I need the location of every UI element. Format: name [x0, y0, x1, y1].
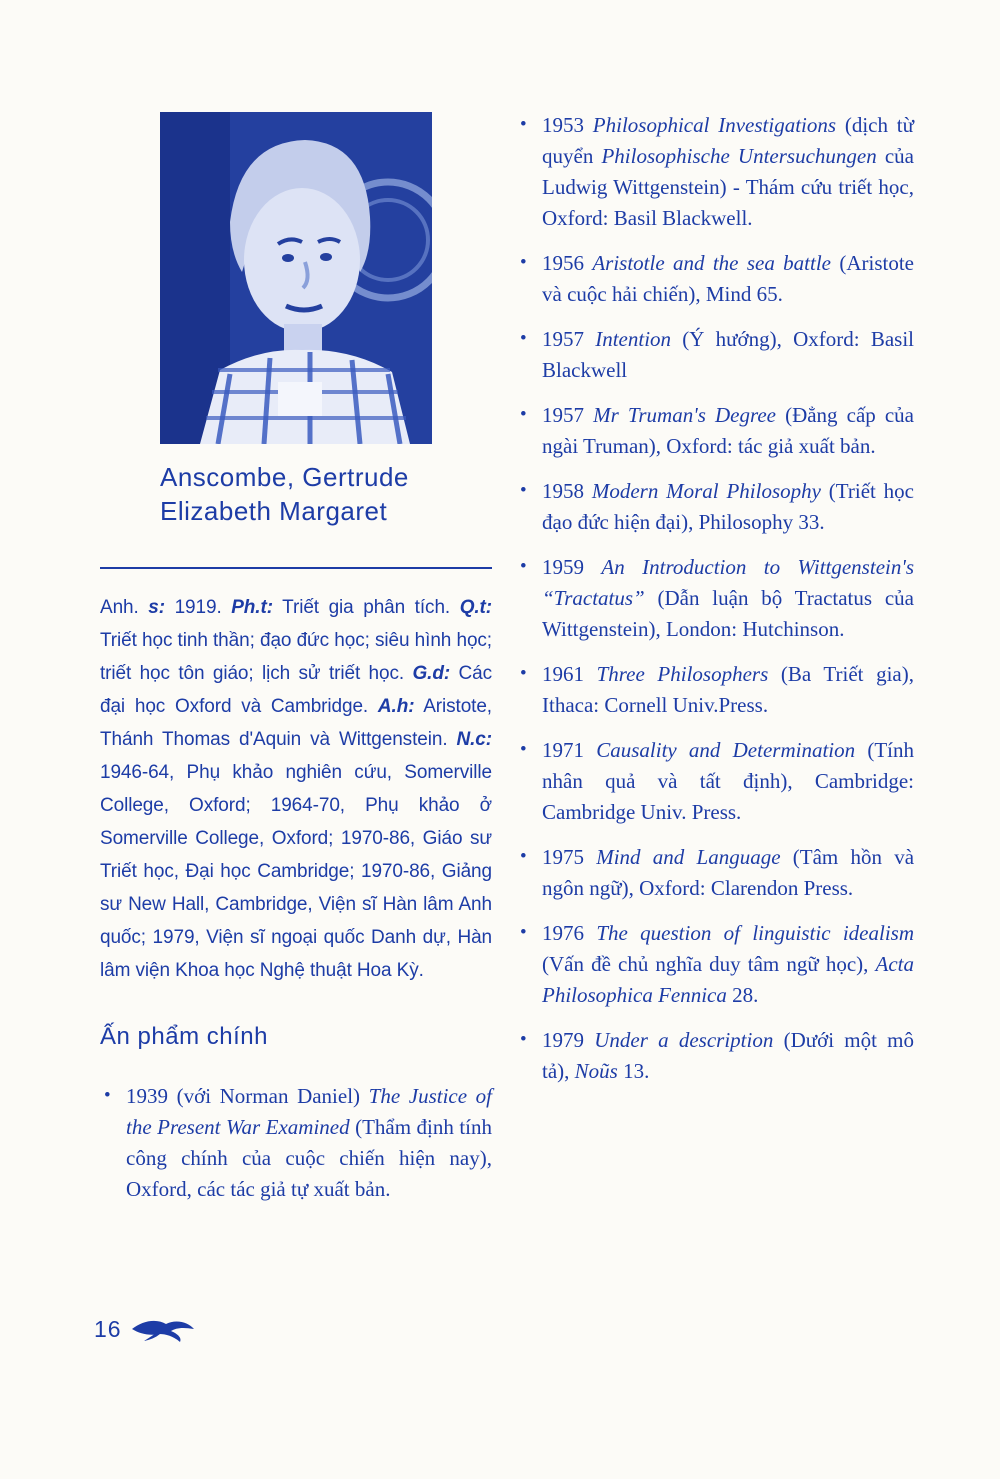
- text-segment: 1961: [542, 662, 597, 686]
- publication-item: [516, 1025, 914, 1087]
- text-segment: Three Philosophers: [596, 662, 769, 686]
- text-segment: Intention: [595, 327, 672, 351]
- text-segment: (Đẳng cấp của ngài Truman), Oxford: tác giả xuất bản.: [542, 403, 915, 458]
- text-segment: (Triết học đạo đức hiện đại), Philosophy 33.: [542, 479, 915, 534]
- portrait-photo-image: [160, 112, 432, 444]
- text-segment: 1956: [542, 251, 593, 275]
- text-segment: 1958: [542, 479, 592, 503]
- text-segment: A.h:: [377, 695, 415, 717]
- publication-item: [516, 248, 914, 310]
- text-segment: (Tâm hồn và ngôn ngữ), Oxford: Clarendon Press.: [542, 845, 915, 900]
- text-segment: 13.: [617, 1059, 650, 1083]
- swallow-icon: [130, 1317, 196, 1343]
- text-segment: The Justice of the Present War Examined: [126, 1083, 493, 1139]
- text-segment: (Aristote và cuộc hải chiến), Mind 65.: [542, 251, 915, 306]
- publication-item: [516, 842, 914, 904]
- publications-list-left: [100, 1081, 492, 1205]
- text-segment: Modern Moral Philosophy: [591, 479, 821, 503]
- text-segment: Under a description: [594, 1028, 774, 1052]
- text-segment: Aristotle and the sea battle: [592, 251, 832, 275]
- publication-item: [516, 476, 914, 538]
- text-segment: (Dưới một mô tả),: [542, 1028, 915, 1083]
- text-segment: 1975: [542, 845, 597, 869]
- text-segment: 1919.: [164, 596, 232, 618]
- publication-item: [516, 552, 914, 645]
- text-segment: The question of linguistic idealism: [596, 921, 915, 945]
- text-segment: Triết học tinh thần; đạo đức học; siêu hình học; triết học tôn giáo; lịch sử triết học.: [100, 629, 492, 684]
- text-segment: 1953: [542, 113, 593, 137]
- text-segment: (Dẫn luận bộ Tractatus của Wittgenstein), London: Hutchinson.: [542, 586, 914, 641]
- text-segment: 1971: [542, 738, 597, 762]
- right-column: [516, 110, 914, 1101]
- publication-item: [516, 110, 914, 234]
- bullet-icon: •: [520, 480, 527, 501]
- page-number: 16: [94, 1316, 122, 1342]
- text-segment: 1976: [542, 921, 597, 945]
- text-segment: Acta Philosophica Fennica: [542, 952, 914, 1007]
- text-segment: Mind and Language: [596, 845, 781, 869]
- portrait-photo: [160, 112, 432, 444]
- publication-item: [516, 324, 914, 386]
- text-segment: Philosophische Untersuchungen: [601, 144, 877, 168]
- divider-rule: [100, 567, 492, 569]
- bullet-icon: •: [520, 328, 527, 349]
- publication-item: [516, 659, 914, 721]
- text-segment: Philosophical Investigations: [592, 113, 837, 137]
- text-segment: (Ba Triết gia), Ithaca: Cornell Univ.Press.: [542, 662, 914, 717]
- text-segment: (Vấn đề chủ nghĩa duy tâm ngữ học),: [542, 952, 876, 976]
- text-segment: Noũs: [574, 1059, 618, 1083]
- bullet-icon: •: [520, 404, 527, 425]
- bullet-icon: •: [520, 1029, 527, 1050]
- text-segment: (Ý hướng), Oxford: Basil Blackwell: [542, 327, 915, 382]
- publication-item: [516, 735, 914, 828]
- text-segment: 1957: [542, 327, 596, 351]
- left-column: [100, 112, 492, 1219]
- text-segment: 28.: [726, 983, 759, 1007]
- text-segment: (dịch từ quyển: [542, 113, 914, 168]
- publication-item: [100, 1081, 492, 1205]
- publications-list-right: [516, 110, 914, 1087]
- text-segment: G.d:: [412, 662, 451, 684]
- bullet-icon: •: [520, 252, 527, 273]
- publications-heading: Ấn phẩm chính: [100, 1022, 268, 1050]
- text-segment: Causality and Determination: [596, 738, 856, 762]
- text-segment: Ph.t:: [231, 596, 273, 618]
- text-segment: Anh.: [100, 596, 149, 618]
- text-segment: An Introduction to Wittgenstein's “Tractatus”: [542, 555, 915, 610]
- text-segment: Mr Truman's Degree: [593, 403, 776, 427]
- publication-item: [516, 918, 914, 1011]
- bullet-icon: •: [520, 663, 527, 684]
- text-segment: 1946-64, Phụ khảo nghiên cứu, Somerville College, Oxford; 1964-70, Phụ khảo ở Somerville College, Oxford; 1970-86, Giáo sư Triết học, Đại học Cambridge; 1970-86, Giảng sư New Hall, Cambridge, Viện sĩ Hàn lâm Anh quốc; 1979, Viện sĩ ngoại quốc Danh dự, Hàn lâm viện Khoa học Nghệ thuật Hoa Kỳ.: [100, 761, 492, 981]
- text-segment: Q.t:: [459, 596, 492, 618]
- bullet-icon: •: [520, 922, 527, 943]
- bio-paragraph: [100, 591, 492, 987]
- text-segment: (Tính nhân quả và tất định), Cambridge: Cambridge Univ. Press.: [542, 738, 915, 824]
- text-segment: (Thẩm định tính công chính của cuộc chiến hiện nay), Oxford, các tác giả tự xuất bản.: [126, 1114, 492, 1201]
- bullet-icon: •: [520, 739, 527, 760]
- text-segment: N.c:: [456, 728, 492, 750]
- page-footer: [94, 1316, 196, 1343]
- bullet-icon: •: [104, 1084, 111, 1106]
- entry-name: [160, 460, 492, 529]
- text-segment: của Ludwig Wittgenstein) - Thám cứu triết học, Oxford: Basil Blackwell.: [542, 144, 914, 230]
- text-segment: 1957: [542, 403, 594, 427]
- text-segment: Aristote, Thánh Thomas d'Aquin và Wittgenstein.: [100, 695, 492, 750]
- publication-item: [516, 400, 914, 462]
- bullet-icon: •: [520, 846, 527, 867]
- text-segment: 1979: [542, 1028, 595, 1052]
- text-segment: 1959: [542, 555, 602, 579]
- entry-name-line2: Elizabeth Margaret: [160, 496, 388, 527]
- text-segment: 1939 (với Norman Daniel): [126, 1083, 369, 1108]
- text-segment: Triết gia phân tích.: [272, 596, 460, 618]
- bullet-icon: •: [520, 556, 527, 577]
- text-segment: s:: [148, 596, 165, 618]
- text-segment: Các đại học Oxford và Cambridge.: [100, 662, 492, 717]
- bullet-icon: •: [520, 114, 527, 135]
- entry-name-line1: Anscombe, Gertrude: [160, 462, 409, 492]
